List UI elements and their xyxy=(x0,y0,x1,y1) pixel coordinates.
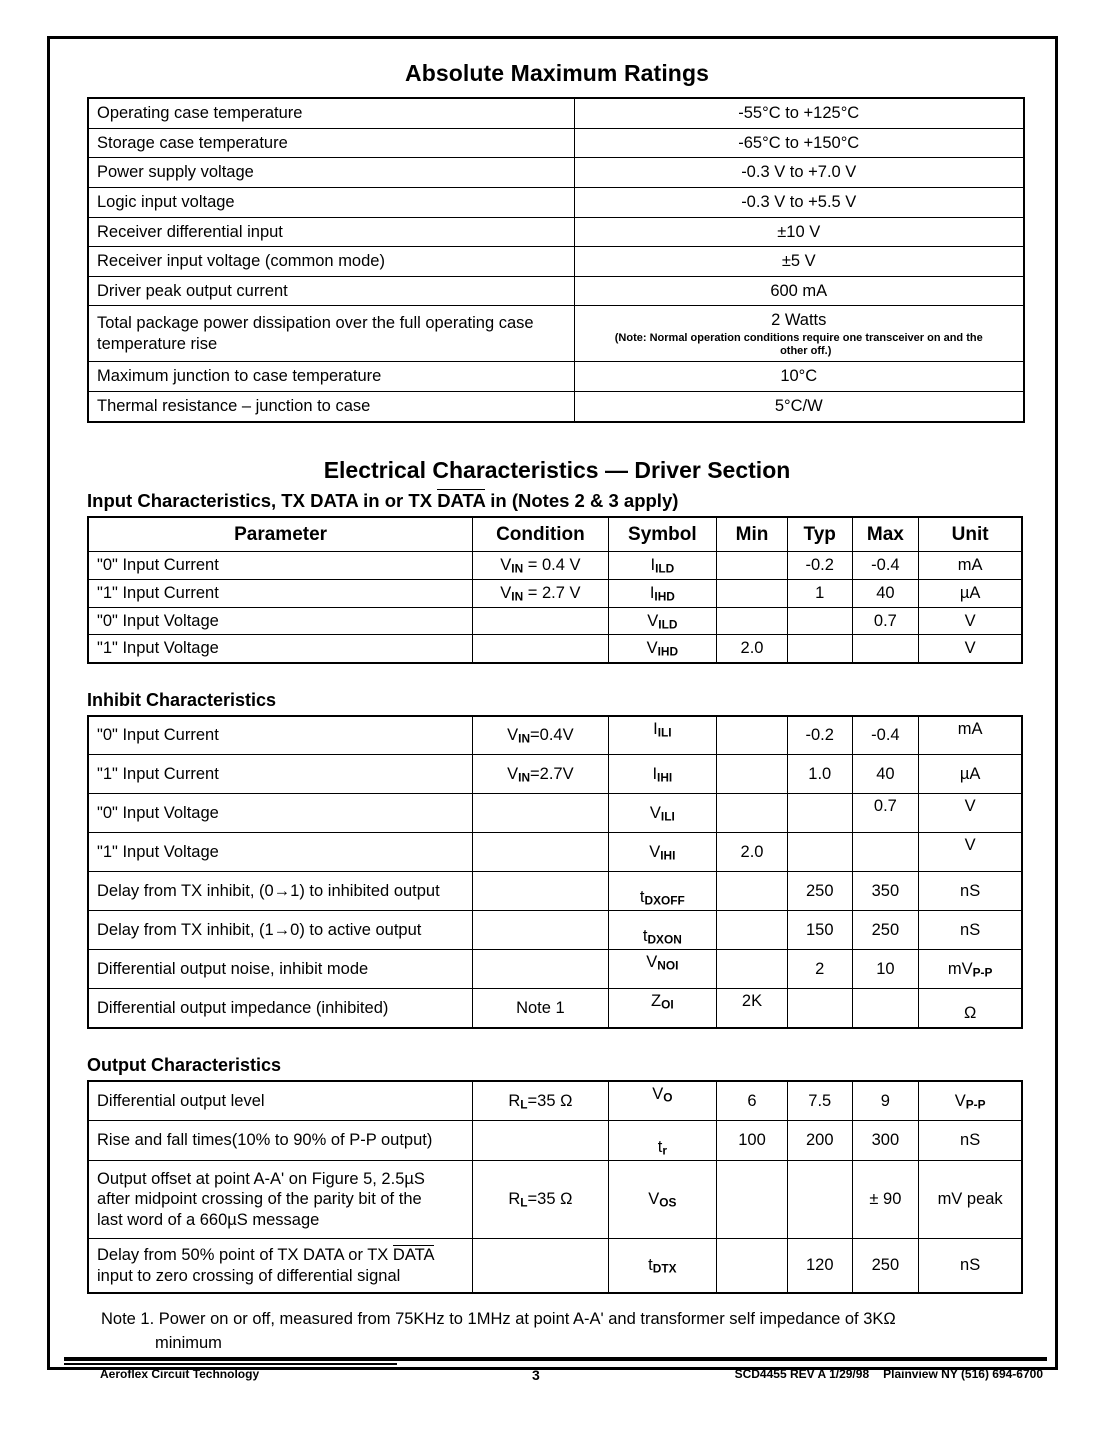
cell-max: -0.4 xyxy=(852,716,919,755)
column-header-typ: Typ xyxy=(787,517,852,552)
cell-symbol: $V_{IHI}$ xyxy=(608,833,716,872)
cell-typ xyxy=(787,833,852,872)
amr-label: Driver peak output current xyxy=(88,276,574,306)
footer-doc-ref: SCD4455 REV A 1/29/98 xyxy=(734,1366,870,1381)
heading-suffix: in (Notes 2 & 3 apply) xyxy=(485,489,679,511)
cell-parameter: Differential output impedance (inhibited) xyxy=(88,989,473,1028)
cell-unit: $V_{P-P}$ xyxy=(919,1081,1022,1121)
parameter-line2: after midpoint crossing of the parity bit of the xyxy=(97,1190,422,1209)
cell-typ: 200 xyxy=(787,1121,852,1161)
table-row xyxy=(88,128,1024,158)
footer-location: Plainview NY (516) 694-6700 xyxy=(883,1366,1043,1381)
cell-parameter: "0" Input Current xyxy=(88,552,473,580)
table-row xyxy=(88,716,1022,755)
cell-condition: $V_{IN}=0.4V$ xyxy=(473,716,609,755)
cell-min xyxy=(717,716,788,755)
cell-max: 250 xyxy=(852,1239,919,1293)
cell-condition xyxy=(473,607,609,635)
page-footer xyxy=(64,1357,1047,1385)
table-row xyxy=(88,579,1022,607)
cell-max: 0.7 xyxy=(852,794,919,833)
amr-value: -55°C to +125°C xyxy=(574,98,1024,128)
cell-symbol: $V_{OS}$ xyxy=(608,1161,716,1239)
cell-max: -0.4 xyxy=(852,552,919,580)
column-header-max: Max xyxy=(852,517,919,552)
cell-typ xyxy=(787,794,852,833)
table-row xyxy=(88,950,1022,989)
cell-symbol: $Z_{OI}$ xyxy=(608,989,716,1028)
spacer xyxy=(87,664,1027,690)
amr-value: -0.3 V to +5.5 V xyxy=(574,187,1024,217)
amr-value: 600 mA xyxy=(574,276,1024,306)
cell-symbol: $V_{NOI}$ xyxy=(608,950,716,989)
amr-value: 10°C xyxy=(574,362,1024,392)
note-1-line2: minimum xyxy=(155,1333,222,1352)
cell-min: 2.0 xyxy=(717,833,788,872)
cell-symbol: $t_{DTX}$ xyxy=(608,1239,716,1293)
footer-row xyxy=(64,1367,1047,1385)
cell-symbol: $V_{ILD}$ xyxy=(608,607,716,635)
cell-min: 100 xyxy=(717,1121,788,1161)
table-row xyxy=(88,833,1022,872)
output-characteristics-heading: Output Characteristics xyxy=(87,1054,282,1075)
cell-max: 0.7 xyxy=(852,607,919,635)
amr-label: Storage case temperature xyxy=(88,128,574,158)
parameter-line1-overline-data: DATA xyxy=(392,1245,435,1264)
cell-parameter xyxy=(88,1161,473,1239)
column-header-condition: Condition xyxy=(473,517,609,552)
cell-min: 6 xyxy=(717,1081,788,1121)
amr-footnote-line1: (Note: Normal operation conditions require one transceiver on and the xyxy=(614,332,983,344)
spacer xyxy=(87,423,1027,457)
cell-min xyxy=(717,872,788,911)
footer-page-number: 3 xyxy=(532,1366,540,1383)
inhibit-characteristics-table xyxy=(87,715,1023,1029)
cell-min xyxy=(717,950,788,989)
cell-typ: 150 xyxy=(787,911,852,950)
output-characteristics-table xyxy=(87,1080,1023,1294)
footer-rule-thin xyxy=(64,1363,397,1365)
cell-condition: $V_{IN} = 0.4$ V xyxy=(473,552,609,580)
table-row xyxy=(88,362,1024,392)
heading-prefix: Input Characteristics, TX DATA in or TX xyxy=(87,489,438,511)
cell-max: 300 xyxy=(852,1121,919,1161)
table-row xyxy=(88,1081,1022,1121)
table-row xyxy=(88,276,1024,306)
cell-min xyxy=(717,911,788,950)
cell-unit: nS xyxy=(919,1121,1022,1161)
table-row xyxy=(88,755,1022,794)
amr-value: -0.3 V to +7.0 V xyxy=(574,158,1024,188)
footer-meta xyxy=(735,1367,1043,1381)
cell-condition: $R_L=35$ Ω xyxy=(473,1161,609,1239)
table-row xyxy=(88,872,1022,911)
cell-parameter: "1" Input Current xyxy=(88,579,473,607)
cell-max: 9 xyxy=(852,1081,919,1121)
cell-unit: nS xyxy=(919,1239,1022,1293)
table-row xyxy=(88,989,1022,1028)
cell-typ: 2 xyxy=(787,950,852,989)
cell-unit: V xyxy=(919,635,1022,663)
electrical-characteristics-title: Electrical Characteristics — Driver Section xyxy=(323,456,791,483)
cell-typ: 250 xyxy=(787,872,852,911)
cell-min: 2.0 xyxy=(717,635,788,663)
cell-min xyxy=(717,552,788,580)
amr-label: Receiver differential input xyxy=(88,217,574,247)
cell-symbol: $V_{ILI}$ xyxy=(608,794,716,833)
cell-typ: 7.5 xyxy=(787,1081,852,1121)
cell-parameter: Differential output level xyxy=(88,1081,473,1121)
table-row xyxy=(88,247,1024,277)
amr-label: Power supply voltage xyxy=(88,158,574,188)
page-frame xyxy=(47,36,1058,1383)
page-content xyxy=(87,60,1027,1356)
cell-unit: nS xyxy=(919,872,1022,911)
cell-symbol: $t_r$ xyxy=(608,1121,716,1161)
footer-company: Aeroflex Circuit Technology xyxy=(100,1366,260,1381)
amr-footnote xyxy=(583,332,1016,357)
cell-min xyxy=(717,1161,788,1239)
cell-parameter: "1" Input Voltage xyxy=(88,833,473,872)
amr-footnote-line2: other off.) xyxy=(780,344,832,357)
absolute-maximum-ratings-table xyxy=(87,97,1025,423)
cell-typ: 120 xyxy=(787,1239,852,1293)
cell-unit: mV peak xyxy=(919,1161,1022,1239)
parameter-line3: last word of a 660µS message xyxy=(97,1211,320,1230)
cell-condition xyxy=(473,833,609,872)
cell-max: 350 xyxy=(852,872,919,911)
cell-symbol: $I_{IHD}$ xyxy=(608,579,716,607)
cell-parameter: "0" Input Current xyxy=(88,716,473,755)
amr-label: Maximum junction to case temperature xyxy=(88,362,574,392)
cell-parameter: Delay from TX inhibit, (1→0) to active output xyxy=(88,911,473,950)
note-1 xyxy=(87,1308,1027,1356)
column-header-unit: Unit xyxy=(919,517,1022,552)
footer-rule-thick xyxy=(64,1357,1047,1361)
cell-symbol: $t_{DXON}$ xyxy=(608,911,716,950)
table-header-row xyxy=(88,517,1022,552)
cell-typ xyxy=(787,1161,852,1239)
table-row xyxy=(88,552,1022,580)
cell-typ xyxy=(787,607,852,635)
parameter-line1: Output offset at point A-A' on Figure 5, 2.5µS xyxy=(97,1169,425,1188)
cell-min: 2K xyxy=(717,989,788,1028)
cell-symbol: $t_{DXOFF}$ xyxy=(608,872,716,911)
cell-symbol: $V_{IHD}$ xyxy=(608,635,716,663)
cell-symbol: $I_{ILD}$ xyxy=(608,552,716,580)
table-row xyxy=(88,794,1022,833)
amr-value-with-note xyxy=(574,306,1024,362)
cell-condition: $V_{IN}=2.7V$ xyxy=(473,755,609,794)
column-header-min: Min xyxy=(717,517,788,552)
cell-min xyxy=(717,755,788,794)
heading-overline-data: DATA xyxy=(437,489,486,511)
amr-value: 5°C/W xyxy=(574,391,1024,421)
cell-min xyxy=(717,1239,788,1293)
table-row xyxy=(88,607,1022,635)
cell-condition: $R_L=35$ Ω xyxy=(473,1081,609,1121)
cell-max: 250 xyxy=(852,911,919,950)
cell-unit: V xyxy=(919,833,1022,872)
column-header-parameter: Parameter xyxy=(88,517,473,552)
cell-condition xyxy=(473,635,609,663)
table-row xyxy=(88,98,1024,128)
spacer xyxy=(87,1029,1027,1055)
cell-max: ± 90 xyxy=(852,1161,919,1239)
cell-min xyxy=(717,794,788,833)
amr-value: -65°C to +150°C xyxy=(574,128,1024,158)
table-row xyxy=(88,1239,1022,1293)
amr-label: Receiver input voltage (common mode) xyxy=(88,247,574,277)
cell-condition xyxy=(473,1239,609,1293)
cell-parameter: "1" Input Voltage xyxy=(88,635,473,663)
inhibit-characteristics-heading: Inhibit Characteristics xyxy=(87,689,277,710)
table-row xyxy=(88,187,1024,217)
cell-max xyxy=(852,635,919,663)
cell-condition: $V_{IN} = 2.7$ V xyxy=(473,579,609,607)
cell-parameter: "0" Input Voltage xyxy=(88,794,473,833)
cell-symbol: $I_{IHI}$ xyxy=(608,755,716,794)
table-row xyxy=(88,306,1024,362)
amr-value: ±5 V xyxy=(574,247,1024,277)
cell-max: 40 xyxy=(852,579,919,607)
cell-max: 40 xyxy=(852,755,919,794)
column-header-symbol: Symbol xyxy=(608,517,716,552)
page-title: Absolute Maximum Ratings xyxy=(405,60,709,86)
input-characteristics-table xyxy=(87,516,1023,664)
cell-unit: mA xyxy=(919,716,1022,755)
cell-condition: Note 1 xyxy=(473,989,609,1028)
cell-typ: -0.2 xyxy=(787,552,852,580)
cell-typ xyxy=(787,989,852,1028)
table-row xyxy=(88,217,1024,247)
table-row xyxy=(88,1161,1022,1239)
cell-condition xyxy=(473,950,609,989)
cell-unit: nS xyxy=(919,911,1022,950)
cell-condition xyxy=(473,794,609,833)
note-1-line1: Note 1. Power on or off, measured from 75KHz to 1MHz at point A-A' and transformer self impedance of 3KΩ xyxy=(101,1309,896,1328)
amr-value: ±10 V xyxy=(574,217,1024,247)
cell-min xyxy=(717,579,788,607)
cell-parameter xyxy=(88,1239,473,1293)
cell-max xyxy=(852,833,919,872)
amr-label: Operating case temperature xyxy=(88,98,574,128)
cell-parameter: Differential output noise, inhibit mode xyxy=(88,950,473,989)
cell-typ: 1 xyxy=(787,579,852,607)
table-row xyxy=(88,911,1022,950)
cell-unit: mA xyxy=(919,552,1022,580)
table-row xyxy=(88,158,1024,188)
cell-min xyxy=(717,607,788,635)
cell-unit: Ω xyxy=(919,989,1022,1028)
cell-max xyxy=(852,989,919,1028)
cell-unit: V xyxy=(919,794,1022,833)
cell-parameter: Rise and fall times(10% to 90% of P-P output) xyxy=(88,1121,473,1161)
cell-condition xyxy=(473,911,609,950)
table-row xyxy=(88,1121,1022,1161)
amr-label: Thermal resistance – junction to case xyxy=(88,391,574,421)
parameter-line2: input to zero crossing of differential signal xyxy=(97,1266,401,1285)
cell-unit: V xyxy=(919,607,1022,635)
cell-parameter: "1" Input Current xyxy=(88,755,473,794)
cell-parameter: "0" Input Voltage xyxy=(88,607,473,635)
amr-value: 2 Watts xyxy=(771,311,827,330)
cell-typ: -0.2 xyxy=(787,716,852,755)
cell-parameter: Delay from TX inhibit, (0→1) to inhibited output xyxy=(88,872,473,911)
cell-unit: µA xyxy=(919,755,1022,794)
cell-condition xyxy=(473,1121,609,1161)
cell-max: 10 xyxy=(852,950,919,989)
table-row xyxy=(88,391,1024,421)
cell-unit: µA xyxy=(919,579,1022,607)
cell-typ xyxy=(787,635,852,663)
cell-unit: $mV_{P-P}$ xyxy=(919,950,1022,989)
input-characteristics-heading xyxy=(87,490,1027,512)
cell-symbol: $V_O$ xyxy=(608,1081,716,1121)
parameter-line1-prefix: Delay from 50% point of TX DATA or TX xyxy=(97,1245,393,1264)
table-row xyxy=(88,635,1022,663)
cell-typ: 1.0 xyxy=(787,755,852,794)
amr-label: Total package power dissipation over the full operating case temperature rise xyxy=(88,306,574,362)
cell-condition xyxy=(473,872,609,911)
cell-symbol: $I_{ILI}$ xyxy=(608,716,716,755)
amr-label: Logic input voltage xyxy=(88,187,574,217)
